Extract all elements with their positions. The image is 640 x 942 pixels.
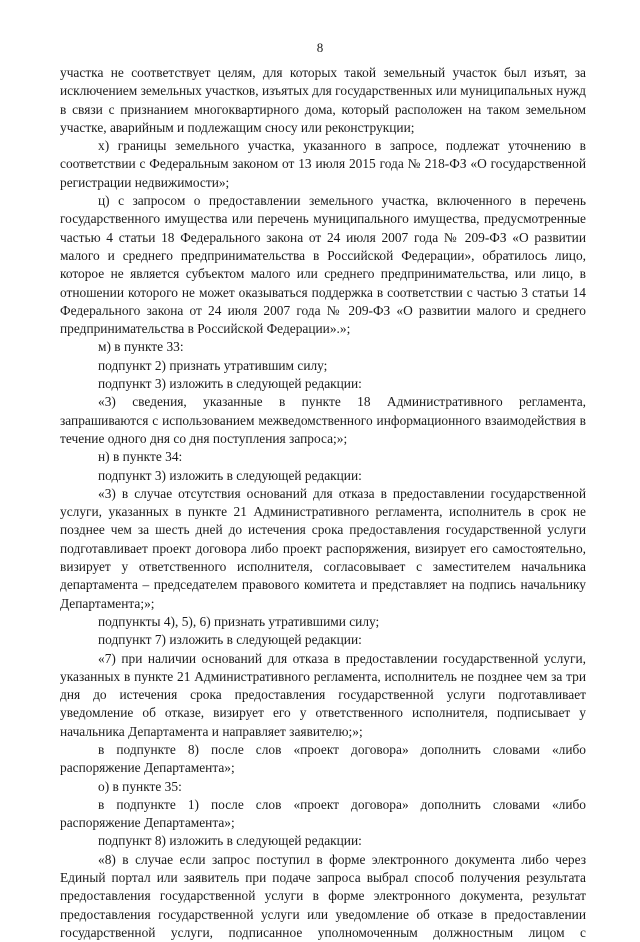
paragraph: участка не соответствует целям, для которых такой земельный участок был изъят, за исключением земельных участков, изъятых для государственных или муниципальных нужд в связи с признанием многоквартирного дома, который расположен на таком земельном участке, аварийным и подлежащим сносу или реконструкции; <box>60 65 586 135</box>
paragraph: подпункт 3) изложить в следующей редакции: <box>98 467 362 483</box>
paragraph: подпункт 3) изложить в следующей редакции: <box>98 376 362 392</box>
paragraph: н) в пункте 34: <box>98 449 183 465</box>
paragraph: ц) с запросом о предоставлении земельного участка, включенного в перечень государственного имущества или перечень муниципального имущества, предусмотренные частью 4 статьи 18 Федерального закона от 24 июля 2007 года № 209-ФЗ «О развитии малого и среднего предпринимательства в Российской Федерации», обратилось лицо, которое не является субъектом малого или среднего предпринимательства, или лицо, в отношении которого не может оказываться поддержка в соответствии с частью 3 статьи 14 Федерального закона от 24 июля 2007 года № 209-ФЗ «О развитии малого и среднего предпринимательства в Российской Федерации».»; <box>60 193 586 337</box>
paragraph: «7) при наличии оснований для отказа в предоставлении государственной услуги, указанных в пункте 21 Административного регламента, исполнитель не позднее чем за три дня до истечения срока предоставления государственной услуги подготавливает уведомление об отказе, визирует его у ответственного исполнителя, подписывает у начальника Департамента и направляет заявителю;»; <box>60 650 586 739</box>
paragraph: подпункт 8) изложить в следующей редакции: <box>98 833 362 849</box>
paragraph: подпункт 2) признать утратившим силу; <box>98 357 328 373</box>
paragraph: подпункты 4), 5), 6) признать утратившими силу; <box>98 613 380 629</box>
paragraph: в подпункте 8) после слов «проект договора» дополнить словами «либо распоряжение Департамента»; <box>60 741 586 776</box>
paragraph: «3) в случае отсутствия оснований для отказа в предоставлении государственной услуги, указанных в пункте 21 Административного регламента, исполнитель в срок не позднее чем за шесть дней до истечения срока предоставления государственной услуги подготавливает проект договора либо проект распоряжения, визирует его самостоятельно, визирует у ответственного исполнителя, согласовывает с заместителем начальника департамента – председателем правового комитета и представляет на подпись начальнику Департамента;»; <box>60 485 586 611</box>
page-number: 8 <box>316 40 324 55</box>
paragraph: м) в пункте 33: <box>98 339 184 355</box>
paragraph: х) границы земельного участка, указанного в запросе, подлежат уточнению в соответствии с Федеральным законом от 13 июля 2015 года № 218-ФЗ «О государственной регистрации недвижимости»; <box>60 138 586 190</box>
paragraph: в подпункте 1) после слов «проект договора» дополнить словами «либо распоряжение Департамента»; <box>60 796 586 831</box>
document-body <box>60 64 586 942</box>
paragraph: о) в пункте 35: <box>98 778 182 794</box>
paragraph: подпункт 7) изложить в следующей редакции: <box>98 632 362 648</box>
paragraph: «3) сведения, указанные в пункте 18 Административного регламента, запрашиваются с использованием межведомственного информационного взаимодействия в течение одного дня со дня поступления запроса;»; <box>60 394 586 446</box>
paragraph: «8) в случае если запрос поступил в форме электронного документа либо через Единый портал или заявитель при подаче запроса выбрал способ получения результата предоставления государственной услуги в форме электронного документа, результат предоставления государственной услуги или уведомление об отказе в предоставлении государственной услуги, подписанное уполномоченным должностным лицом с <box>60 851 586 940</box>
